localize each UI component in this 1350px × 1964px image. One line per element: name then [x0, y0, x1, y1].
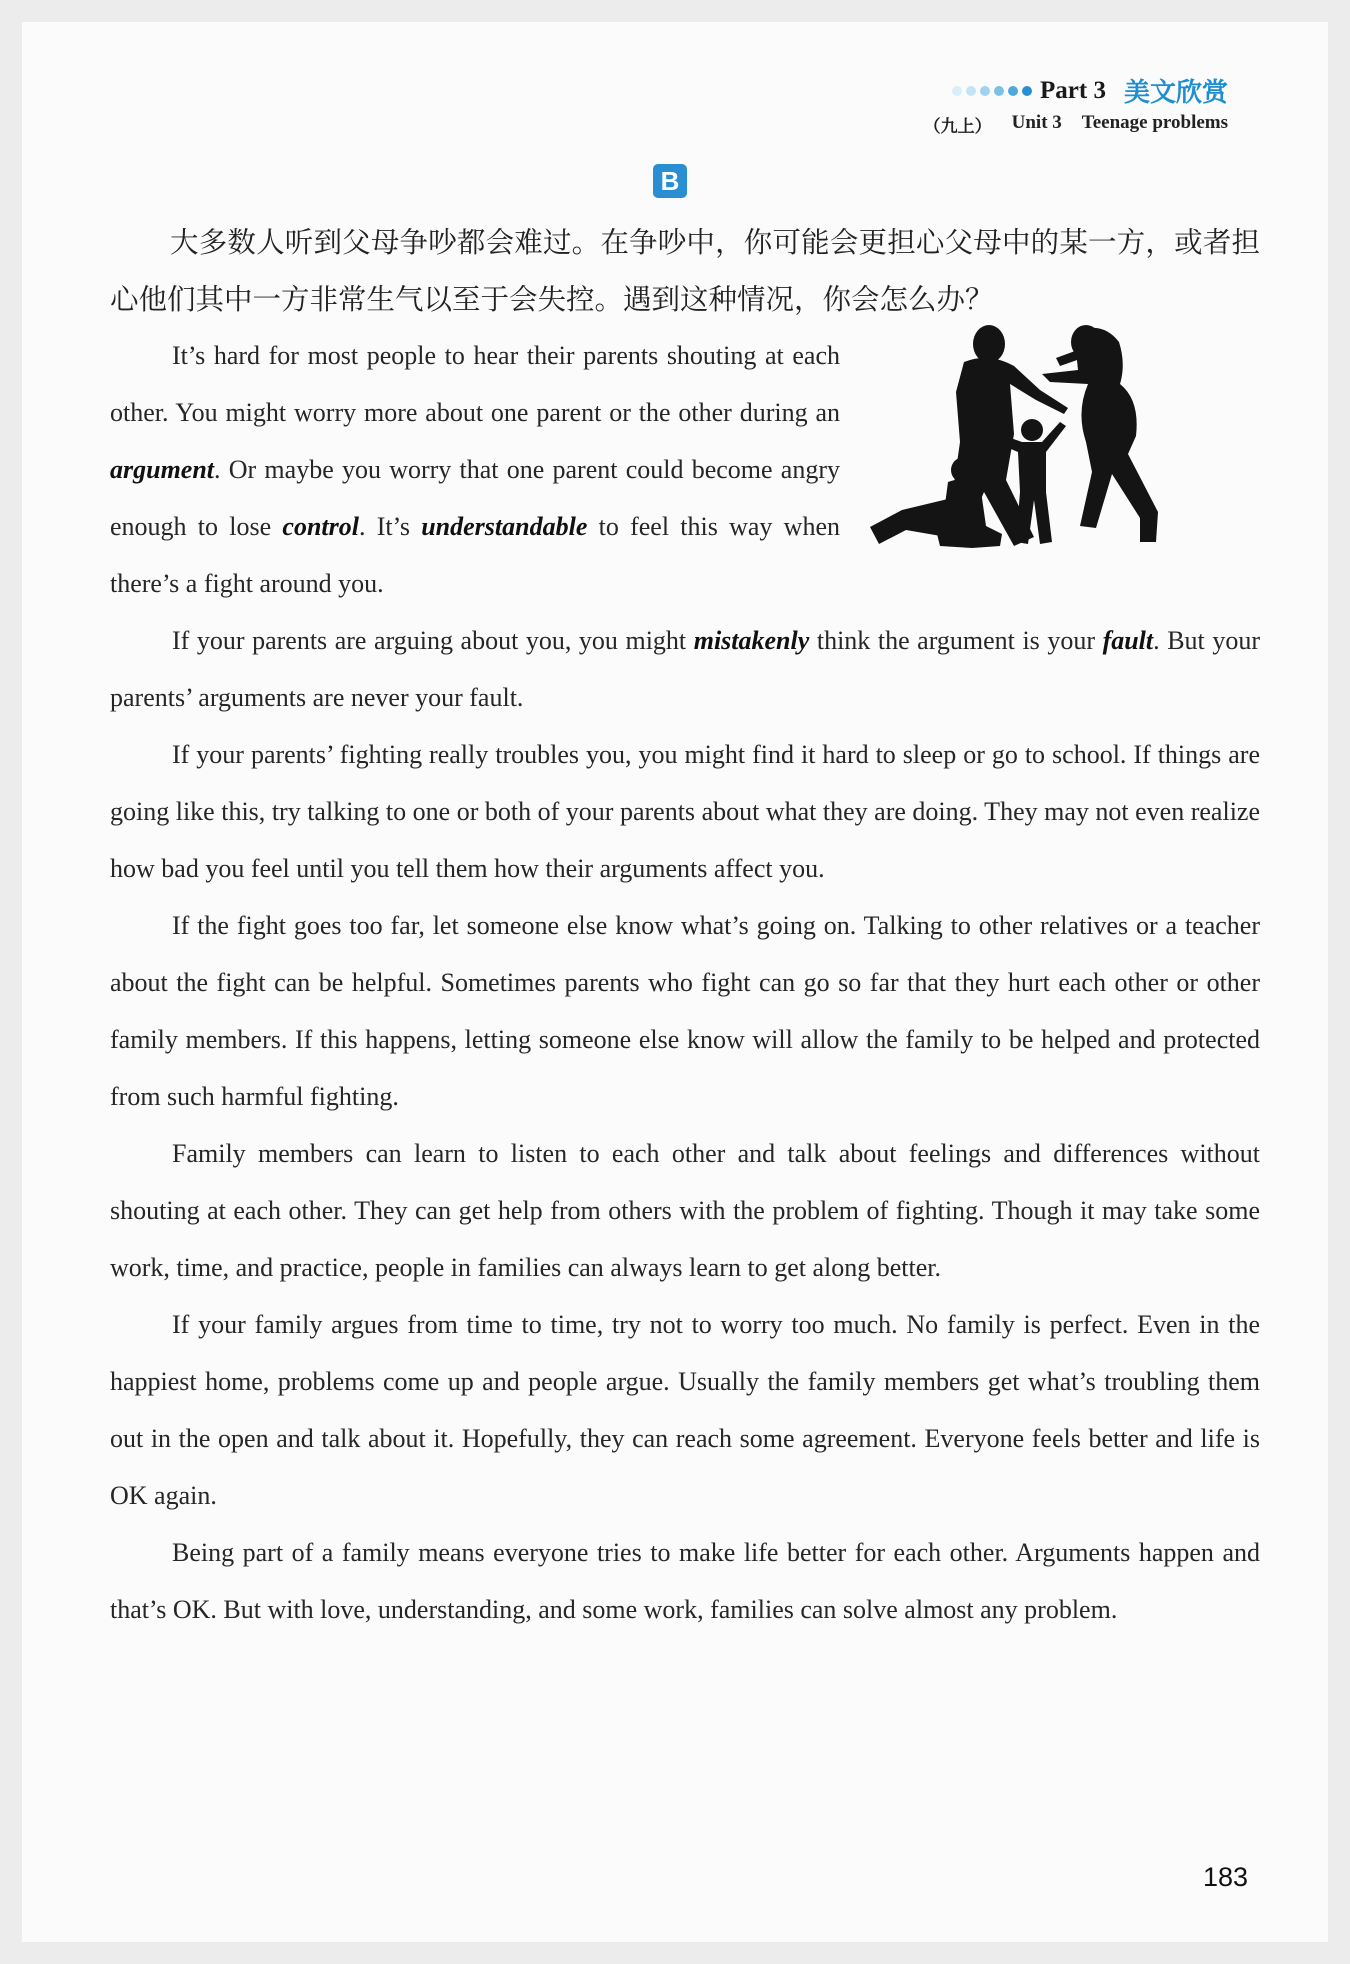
keyword: understandable — [421, 512, 588, 541]
dot-icon — [980, 86, 990, 96]
article-body — [110, 327, 1260, 1638]
keyword: mistakenly — [693, 626, 810, 655]
paragraph — [110, 327, 840, 612]
chinese-intro: 大多数人听到父母争吵都会难过。在争吵中，你可能会更担心父母中的某一方，或者担心他们其中一方非常生气以至于会失控。遇到这种情况，你会怎么办？ — [110, 226, 1260, 316]
unit-line — [924, 112, 1228, 137]
dot-icon — [1008, 86, 1018, 96]
unit-label: Unit 3 — [1011, 112, 1062, 133]
running-header — [952, 72, 1228, 109]
paragraph-text: If your parents are arguing about you, you might — [172, 626, 694, 655]
paragraph-text: It’s hard for most people to hear their parents shouting at each other. You might worry more about one parent or the other during an — [110, 341, 840, 427]
paragraph: Being part of a family means everyone tries to make life better for each other. Arguments happen and that’s OK. But with love, understanding, and some work, families can solve almost any problem. — [110, 1538, 1260, 1624]
dot-icon — [994, 86, 1004, 96]
part-label: Part 3 — [1040, 76, 1106, 104]
dot-icon — [1022, 86, 1032, 96]
page-number: 183 — [1202, 1862, 1248, 1892]
paragraph-text: . But your parents’ arguments are never your fault. — [110, 626, 1260, 712]
keyword: control — [282, 512, 359, 541]
paragraph-text: . It’s — [358, 512, 422, 541]
section-label: 美文欣赏 — [1123, 78, 1228, 108]
paragraph — [110, 612, 1260, 726]
paragraph: Family members can learn to listen to each other and talk about feelings and differences without shouting at each other. They can get help from others with the problem of fighting. Though it may take some work, time, and practice, people in families can always learn to get along better. — [110, 1139, 1260, 1282]
unit-title: Teenage problems — [1081, 112, 1228, 133]
section-badge: B — [653, 164, 687, 198]
dot-icon — [966, 86, 976, 96]
page — [22, 22, 1328, 1942]
paragraph: If the fight goes too far, let someone else know what’s going on. Talking to other relatives or a teacher about the fight can be helpful. Sometimes parents who fight can go so far that they hurt each other or other family members. If this happens, letting someone else know will allow the family to be helped and protected from such harmful fighting. — [110, 911, 1260, 1111]
grade-label: （九上） — [923, 117, 992, 137]
paragraph-text: to feel this way when there’s a fight around you. — [110, 512, 841, 598]
paragraph-text: think the argument is your — [809, 626, 1103, 655]
dot-icon — [952, 86, 962, 96]
keyword: argument — [110, 455, 215, 484]
paragraph: If your family argues from time to time, try not to worry too much. No family is perfect. Even in the happiest home, problems come up and people argue. Usually the family members get what’s troubling them out in the open and talk about it. Hopefully, they can reach some agreement. Everyone feels better and life is OK again. — [110, 1310, 1260, 1510]
decorative-dots — [952, 86, 1032, 96]
paragraph: If your parents’ fighting really troubles you, you might find it hard to sleep or go to school. If things are going like this, try talking to one or both of your parents about what they are doing. They may not even realize how bad you feel until you tell them how their arguments affect you. — [110, 740, 1260, 883]
paragraph-text: . Or maybe you worry that one parent could become angry enough to lose — [110, 455, 840, 541]
keyword: fault — [1102, 626, 1154, 655]
